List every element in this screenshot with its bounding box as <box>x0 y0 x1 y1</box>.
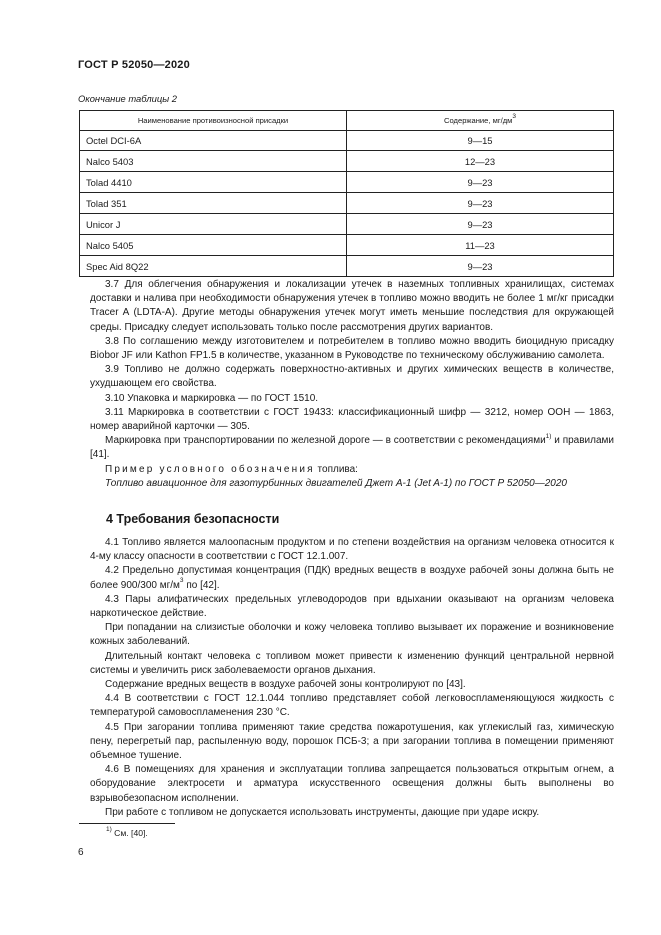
footnote-text: См. [40]. <box>111 828 148 838</box>
table-row <box>80 235 614 256</box>
additive-name: Octel DCI-6A <box>80 131 347 151</box>
table-row <box>80 193 614 214</box>
paragraph-4-3-d: Содержание вредных веществ в воздухе рабочей зоны контролируют по [43]. <box>105 679 466 691</box>
paragraph-4-2-tail: по [42]. <box>183 579 220 591</box>
additives-table <box>79 110 614 277</box>
paragraph-3-9: 3.9 Топливо не должно содержать поверхностно-активных и других химических веществ в количестве, ухудшающем его свойства. <box>90 364 614 390</box>
column-header-content <box>347 111 614 131</box>
footnote-ref: 1) <box>545 432 552 440</box>
paragraph-4-4: 4.4 В соответствии с ГОСТ 12.1.044 топливо представляет собой легковоспламеняющуюся жидкость с температурой самовоспламенения 230 °С. <box>90 693 614 719</box>
paragraph-4-2-text: 4.2 Предельно допустимая концентрация (ПДК) вредных веществ в воздухе рабочей зоны должна быть не более 900/300 мг/м <box>90 565 614 591</box>
additive-content: 9—23 <box>347 256 614 277</box>
paragraph-3-11: 3.11 Маркировка в соответствии с ГОСТ 19433: классификационный шифр — 3212, номер ООН — 1863, номер аварийной карточки — 305. <box>90 406 614 433</box>
column-header-content-sup: 3 <box>512 113 516 121</box>
paragraph-3-7: 3.7 Для облегчения обнаружения и локализации утечек в наземных топливных хранилищах, системах доставки и налива при необходимости обнаружения утечек в топливо можно вводить не более 1 мг/кг присадки Tracer A (LDTA-A). Другие методы обнаружения утечек могут иметь меньшие последствия для окружающей среды. Присадку следует использовать только после рассмотрения других вариантов. <box>90 279 614 333</box>
table-header-row <box>80 111 614 131</box>
paragraph-4-3-b: При попадании на слизистые оболочки и кожу человека топливо вызывает их поражение и возникновение кожных заболеваний. <box>90 622 614 648</box>
additive-name: Tolad 351 <box>80 193 347 214</box>
additive-name: Nalco 5403 <box>80 151 347 172</box>
footnote <box>106 828 148 838</box>
section-3-continuation <box>90 278 614 491</box>
page-number: 6 <box>78 847 84 858</box>
paragraph-4-3-c: Длительный контакт человека с топливом может привести к изменению функций центральной нервной системы и увеличить риск заболеваемости органов дыхания. <box>90 650 614 676</box>
paragraph-4-2-sup: 3 <box>179 577 184 585</box>
additive-name: Spec Aid 8Q22 <box>80 256 347 277</box>
paragraph-4-1: 4.1 Топливо является малоопасным продуктом и по степени воздействия на организм человека относится к 4-му классу опасности в соответствии с ГОСТ 12.1.007. <box>90 537 614 563</box>
paragraph-4-6: 4.6 В помещениях для хранения и эксплуатации топлива запрещается пользоваться открытым огнем, а оборудование электросети и арматура искусственного освещения должны быть выполнены во взрывобезопасном исполнении. <box>90 764 614 804</box>
paragraph-3-8: 3.8 По соглашению между изготовителем и потребителем в топливо можно вводить биоцидную присадку Biobor JF или Kathon FP1.5 в количестве, указанном в Руководстве по техническому обслуживанию самолета. <box>90 335 614 362</box>
paragraph-4-2 <box>90 564 614 592</box>
additive-name: Nalco 5405 <box>80 235 347 256</box>
table-row <box>80 151 614 172</box>
table-row <box>80 131 614 151</box>
table-row <box>80 256 614 277</box>
column-header-content-text: Содержание, мг/дм <box>444 116 513 125</box>
example-heading <box>90 463 614 477</box>
paragraph-4-3: 4.3 Пары алифатических предельных углеводородов при вдыхании оказывают на организм человека наркотическое действие. <box>90 593 614 620</box>
footnote-mark: 1) <box>106 826 112 834</box>
additive-content: 9—23 <box>347 214 614 235</box>
paragraph-4-5: 4.5 При загорании топлива применяют такие средства пожаротушения, как углекислый газ, химическую пену, перегретый пар, распыленную воду, порошок ПСБ-3; а при загорании топлива в помещении применяют объемное тушение. <box>90 721 614 762</box>
table-caption: Окончание таблицы 2 <box>78 93 177 104</box>
table-row <box>80 214 614 235</box>
example-tail: топлива: <box>314 463 358 475</box>
column-header-name: Наименование противоизносной присадки <box>80 111 347 131</box>
additive-content: 9—23 <box>347 172 614 193</box>
table-row <box>80 172 614 193</box>
additive-content: 9—15 <box>347 131 614 151</box>
railway-marking-tail: и правилами [41]. <box>90 435 614 461</box>
paragraph-3-10: 3.10 Упаковка и маркировка — по ГОСТ 1510. <box>105 392 319 404</box>
paragraph-railway-marking <box>90 434 614 462</box>
document-header: ГОСТ Р 52050—2020 <box>78 59 190 71</box>
additive-name: Tolad 4410 <box>80 172 347 193</box>
section-4-body <box>90 536 614 820</box>
footnote-divider <box>79 823 175 824</box>
additive-name: Unicor J <box>80 214 347 235</box>
additive-content: 9—23 <box>347 193 614 214</box>
example-label: Пример условного обозначения <box>105 463 315 475</box>
example-designation: Топливо авиационное для газотурбинных двигателей Джет А-1 (Jet A-1) по ГОСТ Р 52050—2020 <box>105 477 567 489</box>
railway-marking-text: Маркировка при транспортировании по железной дороге — в соответствии с рекомендациями <box>105 435 546 447</box>
additive-content: 11—23 <box>347 235 614 256</box>
additive-content: 12—23 <box>347 151 614 172</box>
section-4-title: 4 Требования безопасности <box>106 512 280 526</box>
paragraph-4-6-b: При работе с топливом не допускается использовать инструменты, дающие при ударе искру. <box>105 806 540 818</box>
